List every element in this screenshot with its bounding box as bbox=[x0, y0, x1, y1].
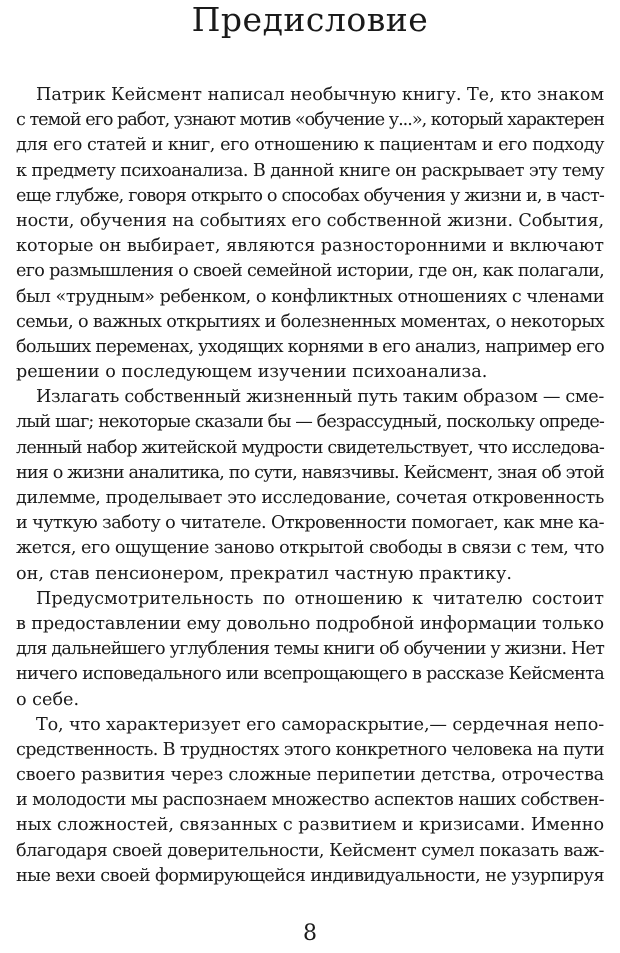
text-line: ные вехи своей формирующейся индивидуальности, не узурпируя bbox=[16, 865, 604, 886]
text-line: которые он выбирает, являются разносторонними и включают bbox=[16, 236, 604, 257]
text-line: жется, его ощущение заново открытой свободы в связи с тем, что bbox=[16, 538, 604, 559]
text-line: для дальнейшего углубления темы книги об обучении у жизни. Нет bbox=[16, 639, 605, 660]
text-line: дилемме, проделывает это исследование, сочетая откровенность bbox=[16, 488, 604, 508]
text-line: Патрик Кейсмент написал необычную книгу. Те, кто знаком bbox=[36, 85, 605, 105]
text-line: То, что характеризует его самораскрытие,— сердечная непо- bbox=[36, 714, 605, 735]
text-line: к предмету психоанализа. В данной книге он раскрывает эту тему bbox=[16, 160, 605, 181]
text-line: ленный набор житейской мудрости свидетельствует, что исследова- bbox=[16, 437, 605, 458]
text-line: ния о жизни аналитика, по сути, навязчивы. Кейсмент, зная об этой bbox=[16, 462, 605, 483]
text-line: своего развития через сложные перипетии детства, отрочества bbox=[16, 765, 604, 786]
text-line: Предусмотрительность по отношению к читателю состоит bbox=[36, 588, 604, 609]
text-line: еще глубже, говоря открыто о способах обучения у жизни и, в част- bbox=[16, 185, 605, 206]
text-line: о себе. bbox=[16, 689, 80, 710]
text-line: ности, обучения на событиях его собственной жизни. События, bbox=[16, 210, 604, 231]
text-line: он, став пенсионером, прекратил частную практику. bbox=[16, 563, 512, 584]
text-line: семьи, о важных открытиях и болезненных моментах, о некоторых bbox=[16, 311, 604, 332]
text-line: Излагать собственный жизненный путь таким образом — сме- bbox=[36, 387, 605, 408]
body-text bbox=[16, 83, 604, 889]
text-line: его размышления о своей семейной истории, где он, как полагали, bbox=[16, 261, 604, 282]
page-number: 8 bbox=[303, 921, 317, 946]
text-line: решении о последующем изучении психоанализа. bbox=[16, 362, 488, 383]
text-line: в предоставлении ему довольно подробной информации только bbox=[16, 613, 604, 634]
text-line: с темой его работ, узнают мотив «обучение у...», который характерен bbox=[16, 110, 604, 131]
text-line: больших переменах, уходящих корнями в его анализ, например его bbox=[16, 336, 604, 357]
text-line: ных сложностей, связанных с развитием и кризисами. Именно bbox=[16, 815, 604, 836]
text-line: для его статей и книг, его отношению к пациентам и его подходу bbox=[16, 135, 605, 156]
text-line: лый шаг; некоторые сказали бы — безрассудный, поскольку опреде- bbox=[16, 412, 604, 433]
page-title: Предисловие bbox=[191, 0, 429, 39]
text-line: и чуткую заботу о читателе. Откровенности помогает, как мне ка- bbox=[16, 513, 604, 534]
text-line: и молодости мы распознаем множество аспектов наших собствен- bbox=[16, 790, 605, 811]
text-line: был «трудным» ребенком, о конфликтных отношениях с членами bbox=[16, 286, 605, 307]
text-line: благодаря своей доверительности, Кейсмент сумел показать важ- bbox=[16, 840, 604, 861]
text-line: средственность. В трудностях этого конкретного человека на пути bbox=[16, 739, 605, 760]
text-line: ничего исповедального или всепрощающего в рассказе Кейсмента bbox=[16, 664, 604, 685]
